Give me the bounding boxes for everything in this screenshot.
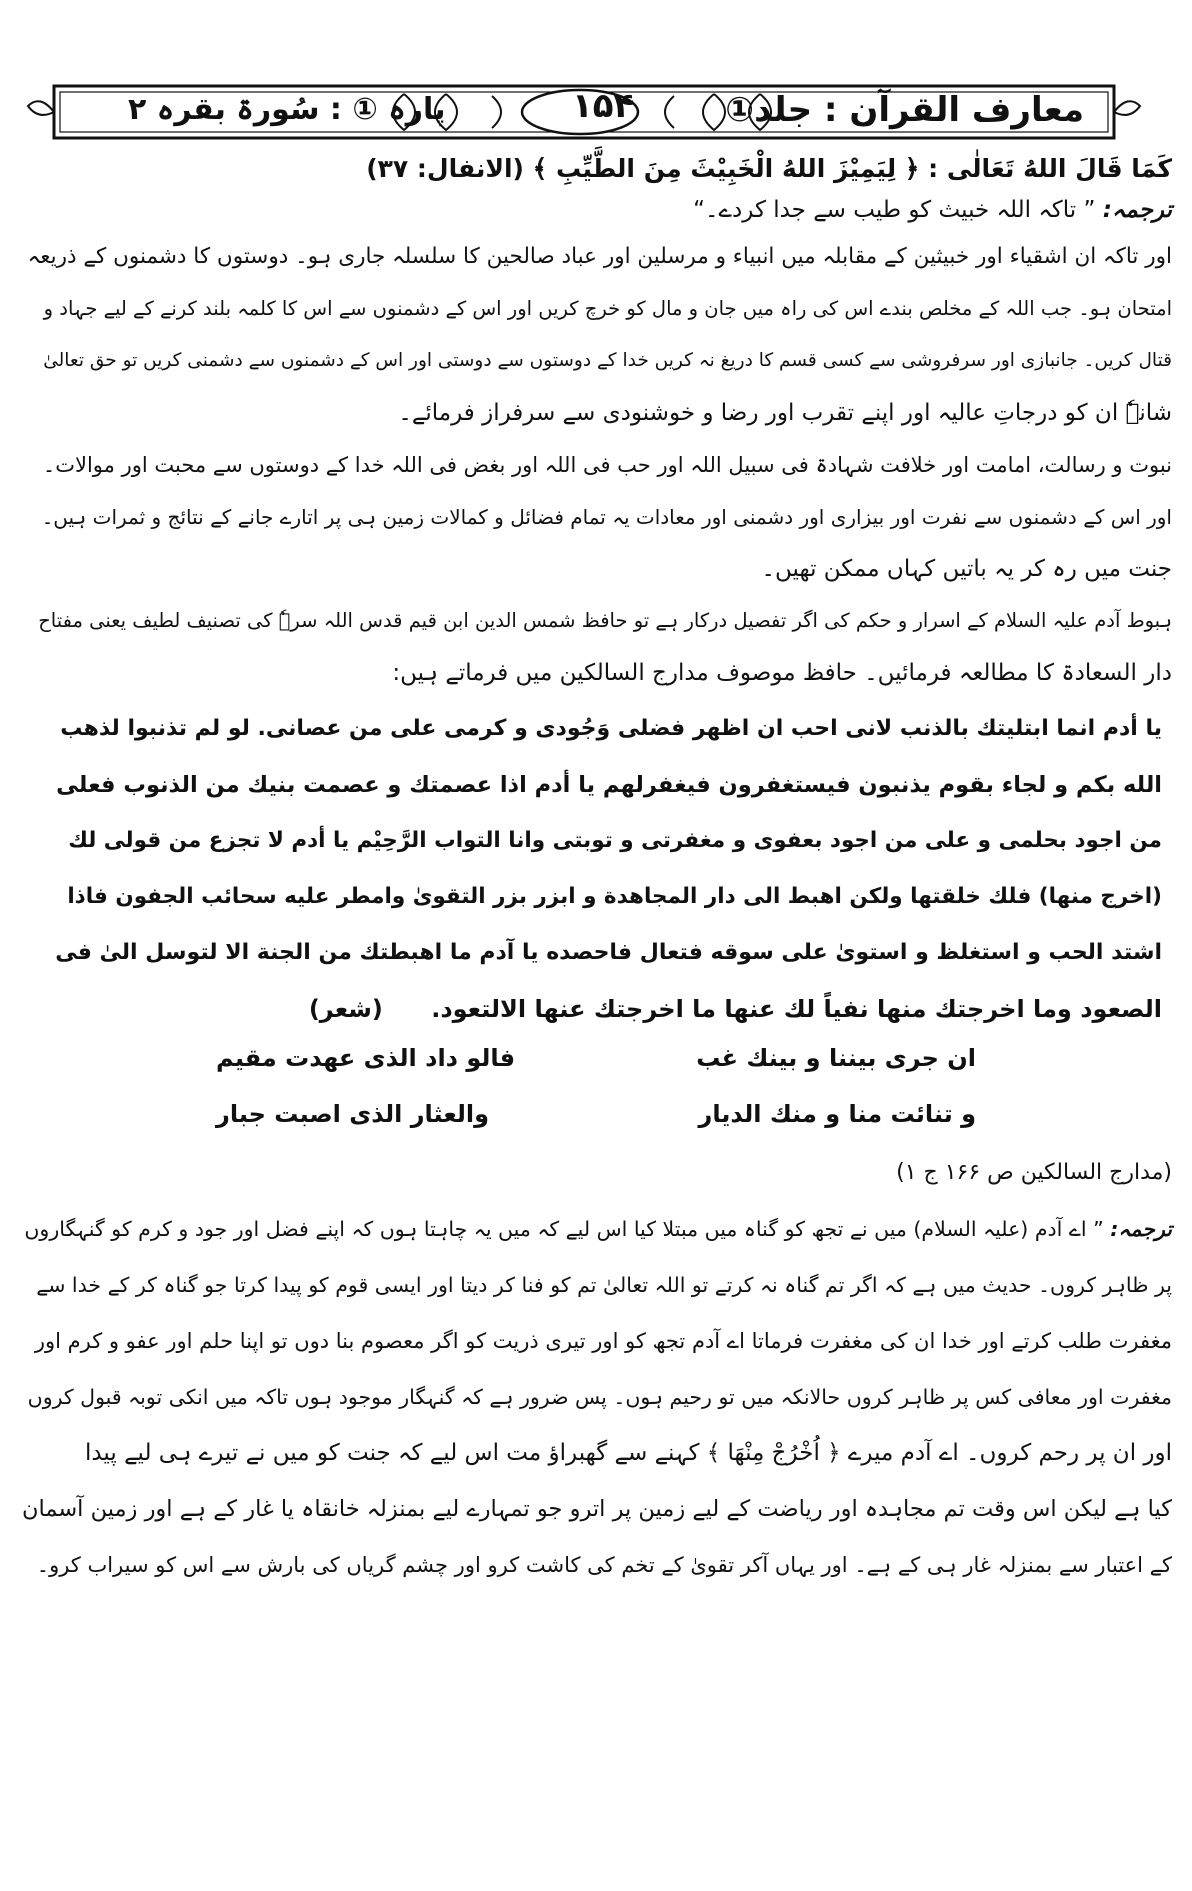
quote-lead: كَمَا قَالَ اللهُ تَعَالٰى : [928, 154, 1172, 183]
translation-label: ترجمہ: [1102, 197, 1172, 223]
quote-ayah: ﴿ لِيَمِيْزَ اللهُ الْخَبِيْثَ مِنَ الطَّيِّبِ ﴾ [532, 154, 920, 183]
translation-line: مغفرت طلب کرتے اور خدا ان کی مغفرت فرماتا اے آدم تجھ کو اور تیری ذریت کو اگر معصوم بنا دوں تو اپنا حلم اور عفو و کرم اور [34, 1329, 1172, 1353]
paragraph-line: شانہٗ ان کو درجاتِ عالیہ اور اپنے تقرب اور رضا و خوشنودی سے سرفراز فرمائے۔ [398, 400, 1172, 426]
translation-line [22, 1212, 1172, 1246]
verse-couplet [216, 1044, 976, 1078]
verse-hemistich: والعثار الذى اصبت جبار [216, 1100, 490, 1128]
translation-line: مغفرت اور معافی کس پر ظاہر کروں حالانکہ میں تو رحیم ہوں۔ پس ضرور ہے کہ گنہگار موجود ہوں تاکہ میں انکی توبہ قبول کروں [27, 1385, 1172, 1409]
quran-quote [22, 152, 1172, 186]
translation-line: کے اعتبار سے بمنزلہ غار ہی کے ہے۔ اور یہاں آکر تقویٰ کے تخم کی کاشت کرو اور چشم گریاں کی بارش سے اس کو سیراب کرو۔ [36, 1553, 1172, 1577]
arabic-line: يا أدم انما ابتليتك بالذنب لانى احب ان اظهر فضلى وَجُودى و كرمى على من عصانى. لو لم تذنبوا لذهب [60, 716, 1162, 741]
paragraph-line: دار السعادۃ کا مطالعہ فرمائیں۔ حافظ موصوف مدارج السالکین میں فرماتے ہیں: [392, 660, 1172, 686]
arabic-line: اشتد الحب و استغلظ و استوىٰ على سوقه فتعال فاحصده يا آدم ما اهبطتك من الجنة الا لتوسل الىٰ فى [55, 940, 1162, 965]
verse-hemistich: فالو داد الذى عهدت مقيم [216, 1044, 516, 1072]
arabic-line: (اخرج منها) فلك خلقتها ولكن اهبط الى دار المجاهدة و ابزر بزر التقوىٰ وامطر عليه سحائب الجفون فاذا [67, 884, 1162, 909]
arabic-line [309, 992, 1162, 1026]
arabic-line-text: الصعود وما اخرجتك منها نفياً لك عنها ما اخرجتك عنها الالتعود. [431, 995, 1162, 1023]
paragraph-line: نبوت و رسالت، امامت اور خلافت شہادۃ فی سبیل اللہ اور حب فی اللہ اور بغض فی اللہ خدا کے دوستوں سے محبت اور موالات۔ [42, 453, 1172, 477]
arabic-line: من اجود بحلمى و على من اجود بعفوى و مغفرتى و توبتى وانا التواب الرَّحِيْم يا أدم لا تجزع من قولى لك [68, 828, 1162, 853]
header-title: معارف القرآن : جلد① [725, 90, 1084, 130]
paragraph-line: قتال کریں۔ جانبازی اور سرفروشی سے کسی قسم کا دریغ نہ کریں خدا کے دوستوں سے دوستی اور اس کے دشمنوں سے دشمنی کریں تو حق تعالیٰ [43, 350, 1172, 371]
arabic-line: الله بكم و لجاء بقوم يذنبون فيستغفرون فيغفرلهم يا أدم اذا عصمتك و عصمت بنيك من الذنوب فعلى [56, 772, 1162, 798]
translation-line: اور ان پر رحم کروں۔ اے آدم میرے ﴿ اُخْرُجْ مِنْهَا ﴾ کہنے سے گھبراؤ مت اس لیے کہ جنت کو میں نے تیرے ہی لیے پیدا [84, 1440, 1172, 1466]
citation: (مدارج السالکین ص ۱۶۶ ج ۱) [896, 1160, 1172, 1185]
paragraph-line: امتحان ہو۔ جب اللہ کے مخلص بندے اس کی راہ میں جان و مال کو خرچ کریں اور اس کے دشمنوں سے اس کا کلمہ بلند کرنے کے لیے جہاد و [43, 297, 1172, 320]
verse-couplet [216, 1100, 976, 1134]
translation-line: کیا ہے لیکن اس وقت تم مجاہدہ اور ریاضت کے لیے زمین پر اترو جو تمہارے لیے بمنزلہ خانقاہ یا غار کے ہے اور زمین آسمان [21, 1496, 1172, 1522]
page-header [24, 74, 1144, 148]
translation-line: پر ظاہر کروں۔ حدیث میں ہے کہ اگر تم گناہ نہ کرتے تو اللہ تعالیٰ تم کو فنا کر دیتا اور ایسی قوم کو پیدا کرتا جو گناہ کر کے خدا سے [36, 1273, 1172, 1297]
verse-hemistich: ان جرى بيننا و بينك غب [696, 1044, 976, 1072]
verse-hemistich: و تنائت منا و منك الديار [698, 1100, 976, 1128]
paragraph-line: ہبوط آدم علیہ السلام کے اسرار و حکم کی اگر تفصیل درکار ہے تو حافظ شمس الدین ابن قیم قدس اللہ سرہٗ کی تصنیف لطیف یعنی مفتاح [38, 609, 1172, 632]
paragraph-line: اور اس کے دشمنوں سے نفرت اور بیزاری اور دشمنی اور معادات یہ تمام فضائل و کمالات زمین ہی پر اتارے جانے کے نتائج و ثمرات ہیں۔ [41, 505, 1172, 529]
paragraph-line: جنت میں رہ کر یہ باتیں کہاں ممکن تھیں۔ [761, 556, 1172, 582]
translation-label: ترجمہ: [1110, 1217, 1172, 1241]
translation-line [22, 193, 1172, 227]
poem-tag: (شعر) [308, 995, 383, 1023]
page-number: ۱۵۴ [572, 86, 635, 126]
translation-text: ” اے آدم (علیہ السلام) میں نے تجھ کو گناہ میں مبتلا کیا اس لیے کہ میں یہ چاہتا ہوں کہ اپنے فضل اور جود و کرم کو گنہگاروں [24, 1217, 1104, 1241]
translation-text: ” تاکہ اللہ خبیث کو طیب سے جدا کردے۔“ [693, 197, 1096, 223]
paragraph-line: اور تاکہ ان اشقیاء اور خبیثین کے مقابلہ میں انبیاء و مرسلین اور عباد صالحین کا سلسلہ جاری ہو۔ دوستوں کا دشمنوں کے ذریعہ [27, 244, 1172, 269]
quote-reference: (الانفال: ۳۷) [366, 154, 524, 183]
header-section: پارہ ① : سُورۃ بقرہ ۲ [128, 92, 446, 127]
